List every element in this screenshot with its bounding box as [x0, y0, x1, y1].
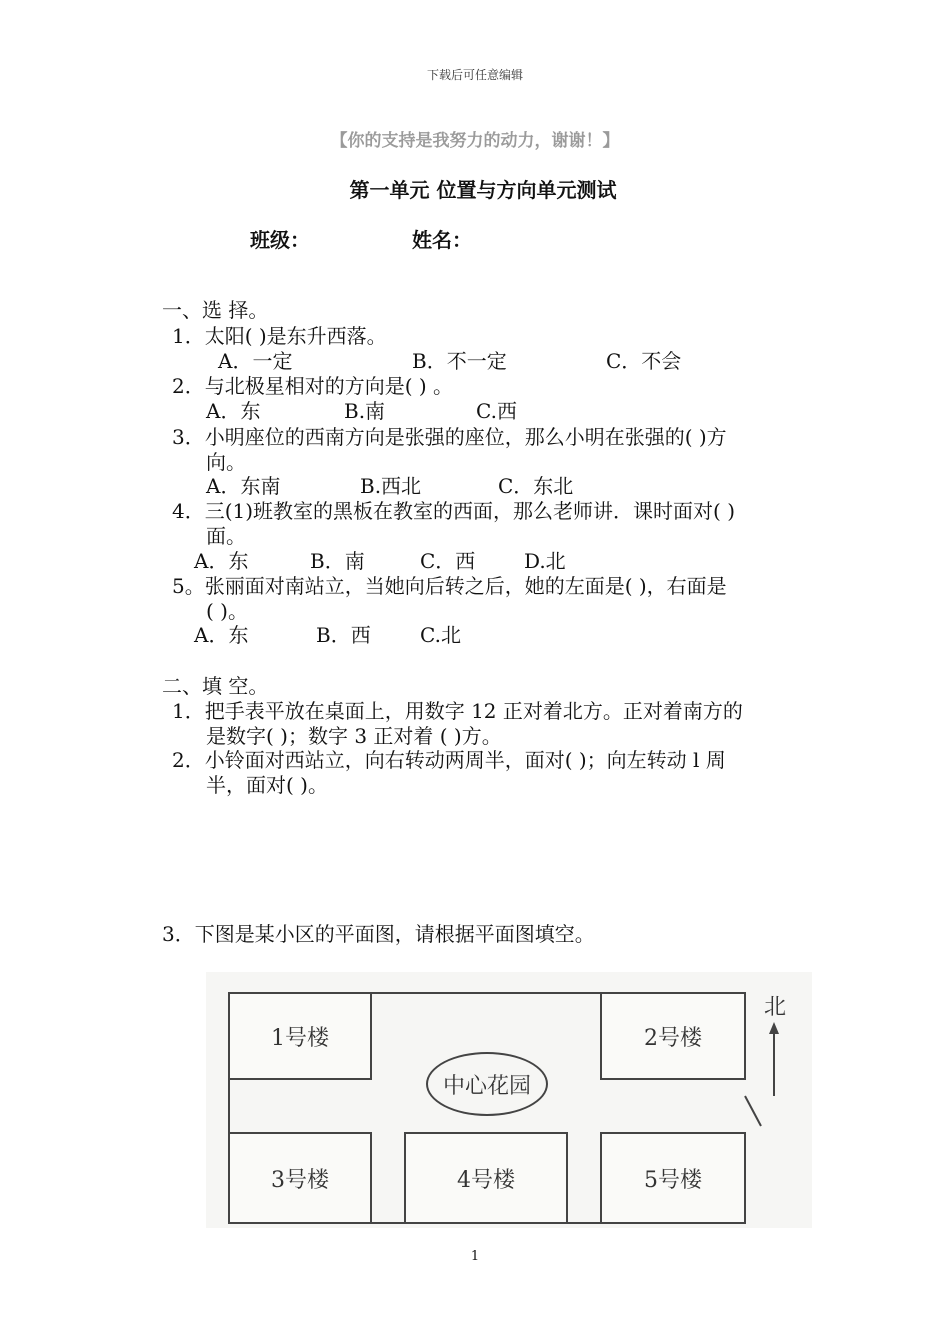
q3-stem-line2: 向。 [206, 450, 246, 474]
q4-stem-line2: 面。 [206, 524, 246, 548]
section2-heading: 二、填 空。 [162, 674, 269, 698]
building-2: 2号楼 [600, 992, 746, 1080]
building-4: 4号楼 [404, 1132, 568, 1224]
q2-option-a: A．东 [206, 399, 261, 423]
q3-option-c: C．东北 [498, 474, 574, 498]
q5-option-b: B．西 [316, 623, 371, 647]
building-3: 3号楼 [228, 1132, 372, 1224]
q5-option-c: C.北 [420, 623, 461, 647]
q1-option-b: B．不一定 [412, 349, 507, 373]
section1-heading: 一、选 择。 [162, 298, 269, 322]
q1-option-c: C．不会 [606, 349, 682, 373]
building-5: 5号楼 [600, 1132, 746, 1224]
q3-stem-line1: 3．小明座位的西南方向是张强的座位，那么小明在张强的( )方 [172, 425, 727, 449]
north-label: 北 [764, 995, 787, 1020]
q5-stem-line1: 5。张丽面对南站立，当她向后转之后，她的左面是( )，右面是 [172, 574, 727, 598]
map-gate [744, 1096, 762, 1127]
page-title: 第一单元 位置与方向单元测试 [349, 178, 617, 202]
community-map [206, 972, 812, 1228]
class-label: 班级： [250, 228, 310, 252]
q3-option-b: B.西北 [360, 474, 422, 498]
fill-q1-line1: 1．把手表平放在桌面上，用数字 12 正对着北方。正对着南方的 [172, 699, 743, 723]
fill-q2-line2: 半，面对( )。 [206, 773, 328, 797]
q1-option-a: A．一定 [218, 349, 293, 373]
fill-q1-line2: 是数字( )；数字 3 正对着 ( )方。 [206, 724, 502, 748]
support-banner: 【你的支持是我努力的动力，谢谢！】 [330, 131, 620, 151]
q2-option-b: B.南 [344, 399, 386, 423]
page-number: 1 [470, 1249, 480, 1264]
q4-option-c: C．西 [420, 549, 476, 573]
q2-stem: 2．与北极星相对的方向是( ) 。 [172, 374, 454, 398]
q2-option-c: C.西 [476, 399, 517, 423]
q1-stem: 1．太阳( )是东升西落。 [172, 324, 387, 348]
q5-stem-line2: ( )。 [206, 599, 248, 623]
q4-option-d: D.北 [524, 549, 566, 573]
page-header: 下载后可任意编辑 [426, 68, 523, 82]
fill-q2-line1: 2．小铃面对西站立，向右转动两周半，面对( )；向左转动 l 周 [172, 748, 726, 772]
q3-option-a: A．东南 [206, 474, 281, 498]
fill-q3-line1: 3．下图是某小区的平面图，请根据平面图填空。 [162, 922, 595, 946]
q4-stem-line1: 4．三(1)班教室的黑板在教室的西面，那么老师讲．课时面对( ) [172, 499, 736, 523]
name-label: 姓名： [412, 228, 472, 252]
central-garden: 中心花园 [426, 1052, 548, 1116]
north-arrow-icon [766, 1022, 782, 1098]
q4-option-a: A．东 [194, 549, 249, 573]
building-1: 1号楼 [228, 992, 372, 1080]
q5-option-a: A．东 [194, 623, 249, 647]
q4-option-b: B．南 [310, 549, 365, 573]
